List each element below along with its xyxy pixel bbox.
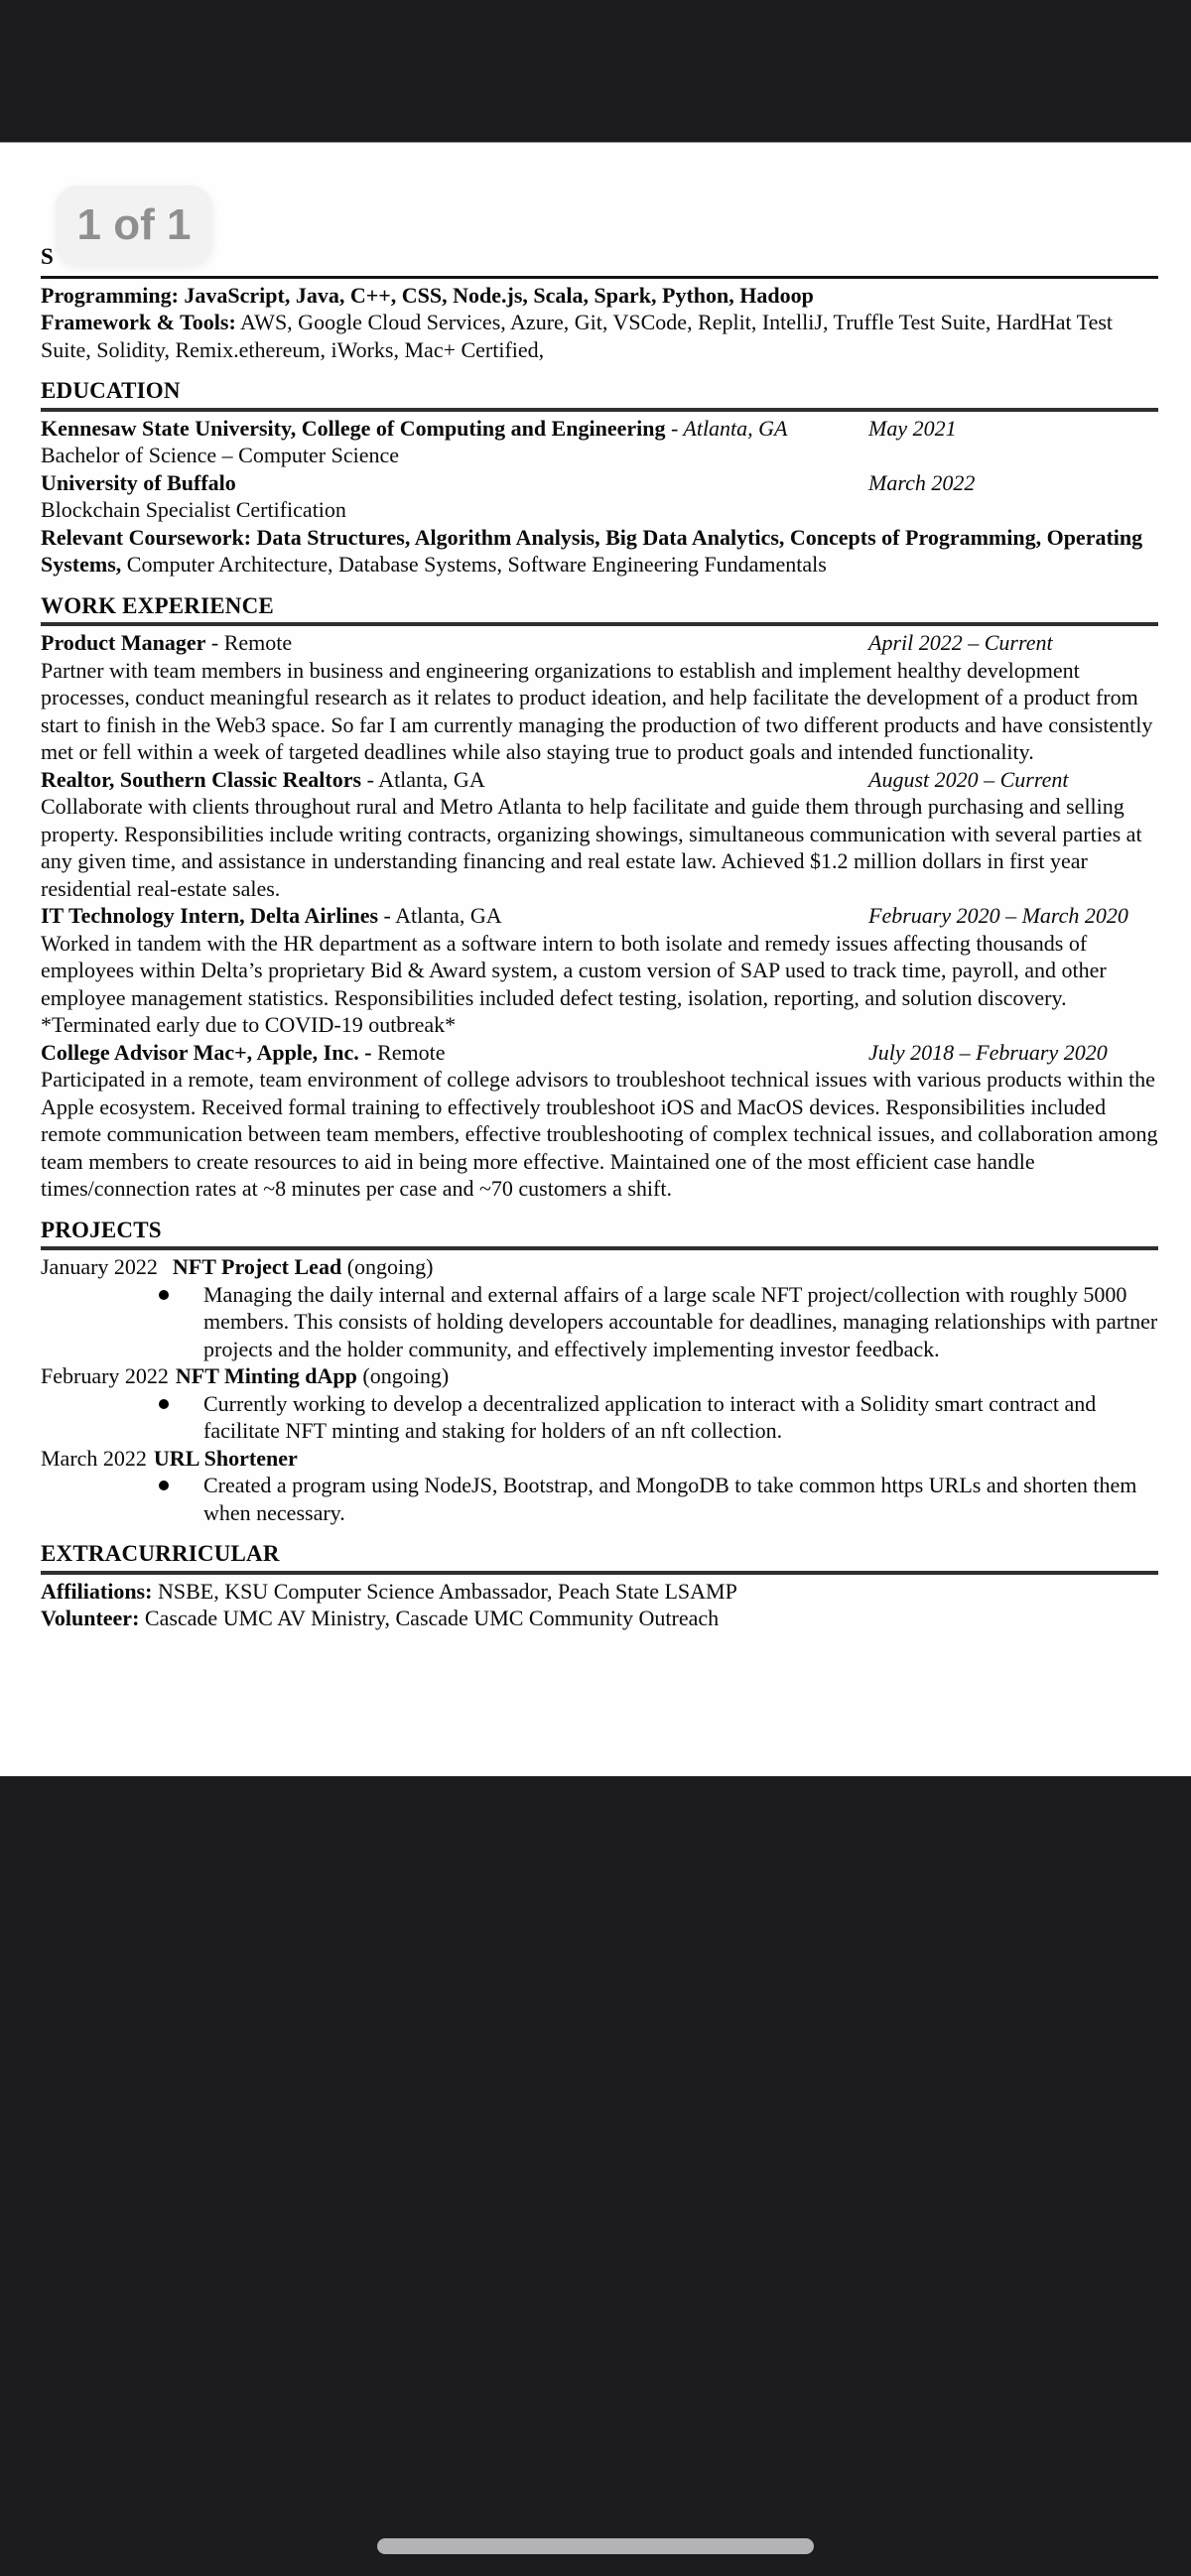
job-title: Realtor, Southern Classic Realtors	[41, 766, 362, 792]
skills-programming-line: Programming: JavaScript, Java, C++, CSS, Node.js, Scala, Spark, Python, Hadoop	[41, 282, 814, 308]
section-heading-education: EDUCATION	[41, 377, 1158, 412]
job-location: Remote	[371, 1039, 446, 1065]
job-date: July 2018 – February 2020	[868, 1039, 1108, 1065]
project-status: (ongoing)	[356, 1363, 450, 1388]
education-entry-title	[41, 415, 1158, 443]
job-date: April 2022 – Current	[868, 630, 1053, 655]
project-status: (ongoing)	[341, 1254, 434, 1279]
affiliations-line	[41, 1578, 1158, 1606]
volunteer-text: Cascade UMC AV Ministry, Cascade UMC Community Outreach	[139, 1606, 720, 1630]
volunteer-line	[41, 1605, 1158, 1632]
skills-framework-line	[41, 309, 1158, 363]
job-description: Partner with team members in business and engineering organizations to establish and implement healthy development processes, conduct meaningful research as it relates to product ideation, and help facilitate the development of a product from start to finish in the Web3 space. So far I am currently managing the production of two different products and have consistently met or fell within a week of targeted deadlines while also staying true to product goals and intended functionality.	[41, 657, 1153, 764]
education-entry-detail: Blockchain Specialist Certification	[41, 497, 346, 522]
pdf-page[interactable]	[0, 142, 1191, 1776]
status-bar-area	[0, 0, 1191, 142]
section-heading-extracurricular: EXTRACURRICULAR	[41, 1540, 1158, 1575]
project-date: January 2022	[41, 1254, 158, 1279]
project-date: March 2022	[41, 1445, 147, 1471]
home-indicator[interactable]	[377, 2538, 814, 2554]
job-location: - Atlanta, GA	[378, 903, 502, 928]
bullet-dot-icon	[159, 1399, 169, 1409]
page-indicator	[56, 186, 212, 265]
education-entry-title	[41, 469, 1158, 497]
project-bullet-text: Currently working to develop a decentralized application to interact with a Solidity smart contract and facilitate NFT minting and staking for holders of an nft collection.	[203, 1390, 1097, 1443]
coursework-line	[41, 524, 1158, 579]
education-entry-detail: Bachelor of Science – Computer Science	[41, 443, 400, 467]
bottom-chrome	[0, 1776, 1191, 2576]
job-date: August 2020 – Current	[868, 766, 1069, 792]
job-description: Participated in a remote, team environment of college advisors to troubleshoot technical issues with various products within the Apple ecosystem. Received formal training to effectively troubleshoot iOS and MacOS devices. Responsibilities included remote communication between team members, effective troubleshooting of complex technical issues, and collaboration among team members to create resources to aid in being more effective. Maintained one of the most efficient case handle times/connection rates at ~8 minutes per case and ~70 customers a shift.	[41, 1067, 1158, 1201]
project-title: NFT Project Lead	[172, 1254, 342, 1279]
job-description: Collaborate with clients throughout rural and Metro Atlanta to help facilitate and guide them through purchasing and selling property. Responsibilities include writing contracts, organizing showings, simultaneous communication with several parties at any given time, and assistance in understanding financing and real estate law. Achieved $1.2 million dollars in first year residential real-estate sales.	[41, 794, 1142, 901]
page-indicator-label: 1 of 1	[76, 200, 192, 249]
job-note: *Terminated early due to COVID-19 outbreak*	[41, 1012, 457, 1037]
project-title-row	[41, 1445, 1158, 1473]
volunteer-label: Volunteer:	[41, 1606, 140, 1630]
project-date: February 2022	[41, 1363, 169, 1388]
project-bullet	[41, 1472, 1158, 1526]
school-name: Kennesaw State University, College of Computing and Engineering	[41, 415, 666, 441]
education-date: May 2021	[868, 415, 957, 441]
job-date: February 2020 – March 2020	[868, 903, 1128, 928]
framework-text: AWS, Google Cloud Services, Azure, Git, VSCode, Replit, IntelliJ, Truffle Test Suite, HardHat Test Suite, Solidity, Remix.ethereum, iWorks, Mac+ Certified,	[41, 310, 1114, 362]
project-bullet-text: Managing the daily internal and external affairs of a large scale NFT project/collection with roughly 5000 members. This consists of holding developers accountable for deadlines, managing relationships with partner projects and the holder community, and effectively implementing investor feedback.	[203, 1281, 1158, 1361]
affiliations-label: Affiliations:	[41, 1578, 153, 1604]
job-title: IT Technology Intern, Delta Airlines	[41, 903, 379, 928]
coursework-rest: Computer Architecture, Database Systems, Software Engineering Fundamentals	[121, 552, 827, 577]
job-title: Product Manager	[41, 630, 206, 655]
job-title: College Advisor Mac+, Apple, Inc. -	[41, 1039, 372, 1065]
section-heading-projects: PROJECTS	[41, 1217, 1158, 1251]
project-title: NFT Minting dApp	[175, 1363, 357, 1388]
school-location: - Atlanta, GA	[665, 415, 788, 441]
section-heading-experience: WORK EXPERIENCE	[41, 592, 1158, 627]
resume-content	[41, 243, 1158, 1632]
coursework-bold: Relevant Coursework: Data Structures, Algorithm Analysis, Big Data Analytics, Concepts of Programming, Operating Systems,	[41, 524, 1143, 577]
education-date: March 2022	[868, 469, 976, 495]
bullet-dot-icon	[159, 1481, 169, 1490]
job-location: - Remote	[205, 630, 293, 655]
project-bullet	[41, 1281, 1158, 1363]
skills-heading-text: S	[41, 244, 54, 269]
affiliations-text: NSBE, KSU Computer Science Ambassador, Peach State LSAMP	[152, 1578, 737, 1604]
job-description: Worked in tandem with the HR department as a software intern to both isolate and remedy issues affecting thousands of employees within Delta’s proprietary Bid & Award system, a custom version of SAP used to track time, payroll, and other employee management statistics. Responsibilities included defect testing, isolation, reporting, and solution discovery.	[41, 930, 1107, 1010]
job-location: - Atlanta, GA	[361, 766, 485, 792]
job-title-row	[41, 1039, 1158, 1067]
school-name: University of Buffalo	[41, 469, 236, 495]
project-bullet-text: Created a program using NodeJS, Bootstrap, and MongoDB to take common https URLs and shorten them when necessary.	[203, 1473, 1137, 1525]
job-title-row	[41, 629, 1158, 657]
bullet-dot-icon	[159, 1290, 169, 1300]
project-bullet	[41, 1390, 1158, 1445]
job-title-row	[41, 766, 1158, 794]
project-title-row	[41, 1362, 1158, 1390]
framework-label: Framework & Tools:	[41, 310, 236, 334]
job-title-row	[41, 902, 1158, 930]
project-title: URL Shortener	[153, 1445, 298, 1471]
project-title-row	[41, 1253, 1158, 1281]
